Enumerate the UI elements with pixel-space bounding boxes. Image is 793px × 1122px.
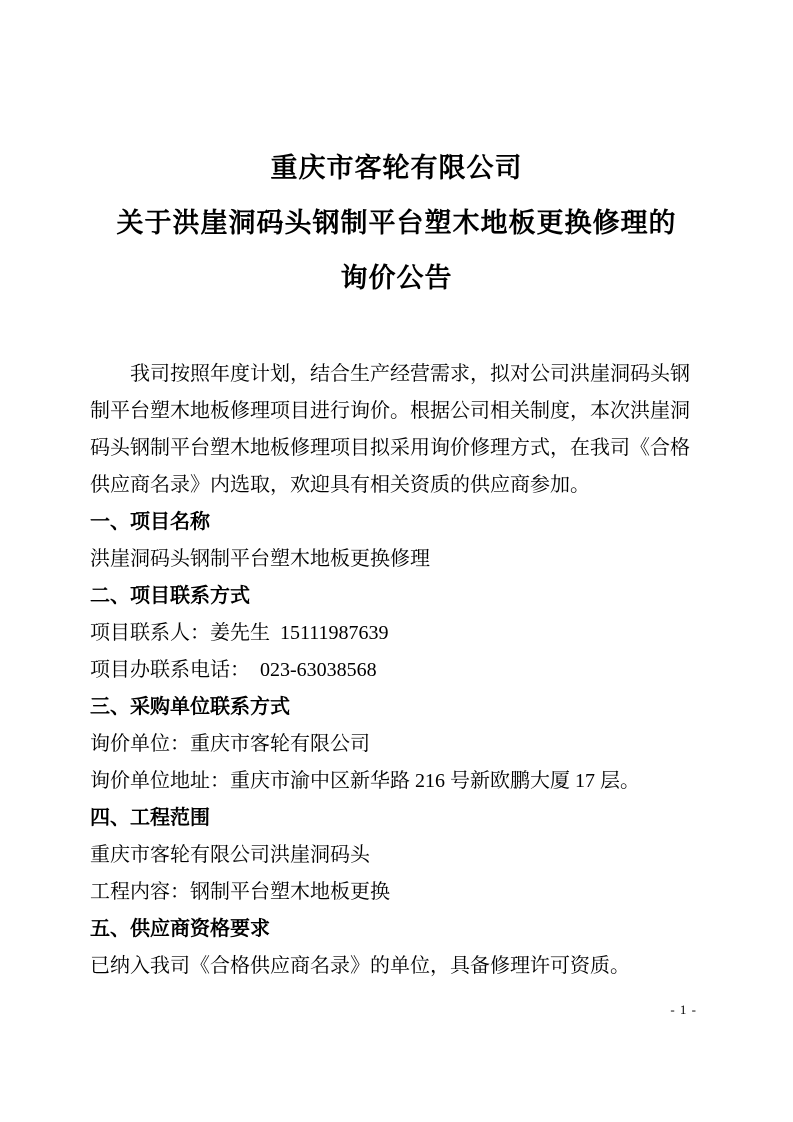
section-heading: 四、工程范围: [90, 807, 210, 829]
intro-line: 我司按照年度计划，结合生产经营需求，拟对公司洪崖洞码头钢: [130, 363, 690, 385]
section-line: 工程内容：钢制平台塑木地板更换: [90, 881, 390, 903]
section-purchaser-contact: [90, 689, 703, 800]
section-supplier-qualification: [90, 911, 703, 985]
intro-paragraph: [90, 356, 703, 504]
section-heading: 二、项目联系方式: [90, 585, 250, 607]
intro-line: 码头钢制平台塑木地板修理项目拟采用询价修理方式，在我司《合格: [90, 437, 690, 459]
section-line: 重庆市客轮有限公司洪崖洞码头: [90, 844, 370, 866]
section-line: 询价单位地址：重庆市渝中区新华路 216 号新欧鹏大厦 17 层。: [90, 770, 640, 792]
section-heading: 三、采购单位联系方式: [90, 696, 290, 718]
section-project-name: [90, 504, 703, 578]
intro-line: 供应商名录》内选取，欢迎具有相关资质的供应商参加。: [90, 474, 590, 496]
section-line: 项目办联系电话： 023-63038568: [90, 659, 377, 681]
section-project-contact: [90, 578, 703, 689]
intro-line: 制平台塑木地板修理项目进行询价。根据公司相关制度，本次洪崖洞: [90, 400, 690, 422]
section-project-scope: [90, 800, 703, 911]
section-line: 洪崖洞码头钢制平台塑木地板更换修理: [90, 548, 430, 570]
document-body: [90, 356, 703, 985]
section-heading: 五、供应商资格要求: [90, 918, 270, 940]
page-number: - 1 -: [670, 1002, 697, 1017]
title-line-subject: 关于洪崖洞码头钢制平台塑木地板更换修理的: [116, 208, 677, 238]
document-title-block: [0, 0, 793, 306]
section-line: 已纳入我司《合格供应商名录》的单位，具备修理许可资质。: [90, 955, 630, 977]
section-heading: 一、项目名称: [90, 511, 210, 533]
section-line: 项目联系人：姜先生 15111987639: [90, 622, 389, 644]
title-line-notice-type: 询价公告: [340, 263, 453, 293]
title-line-company: 重庆市客轮有限公司: [270, 153, 523, 183]
section-line: 询价单位：重庆市客轮有限公司: [90, 733, 370, 755]
